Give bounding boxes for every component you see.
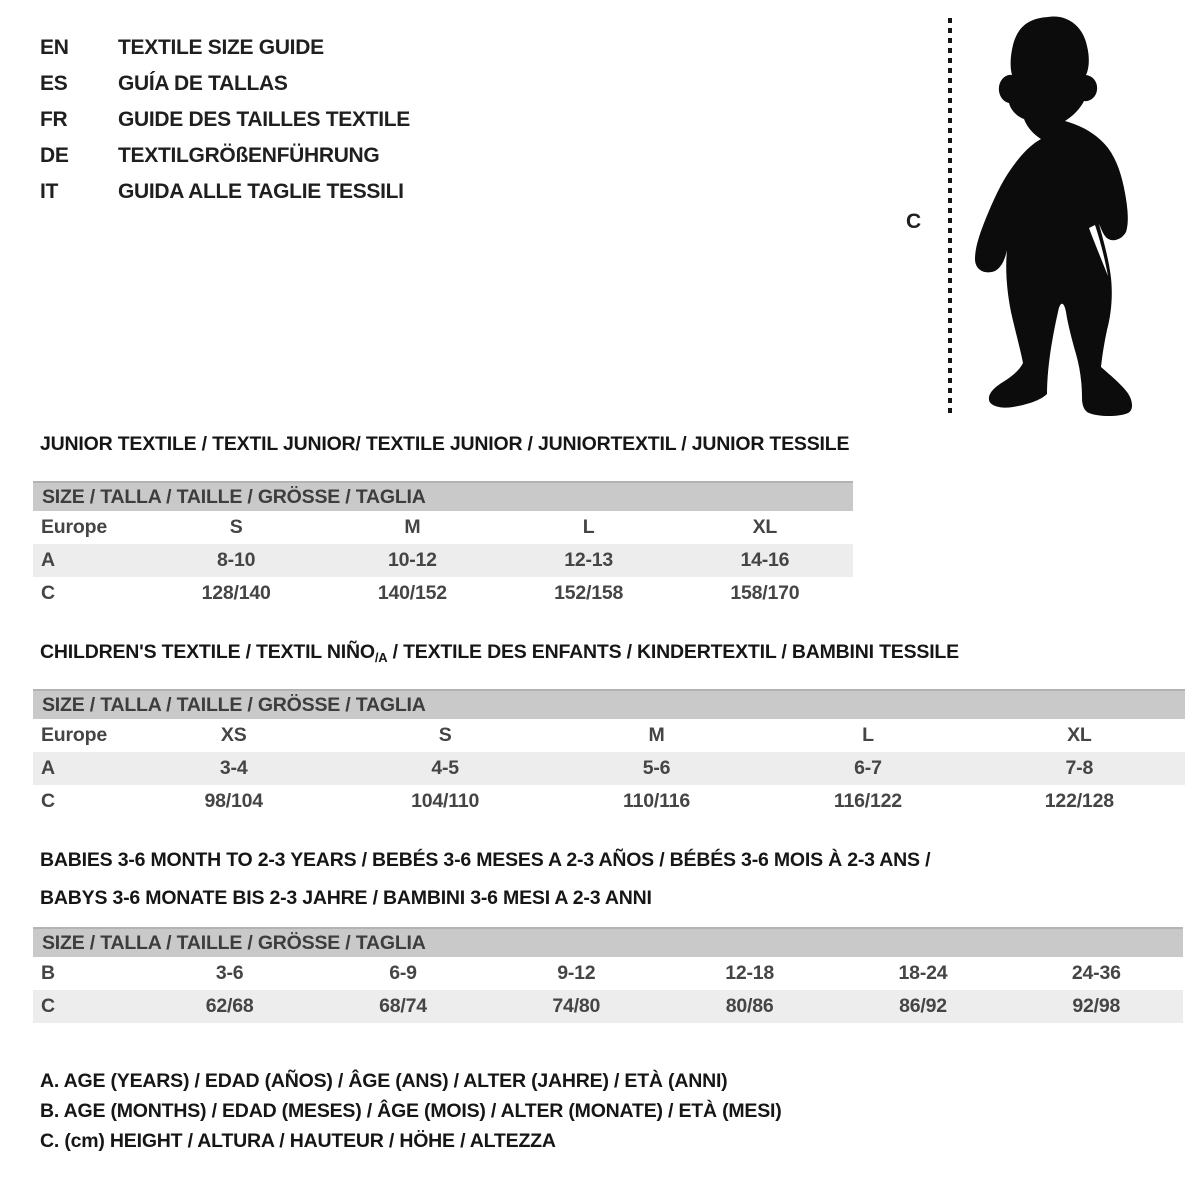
size-cell: L xyxy=(862,724,874,746)
height-measure-label: C xyxy=(906,210,922,233)
row-label: Europe xyxy=(41,516,107,538)
age-cell: 7-8 xyxy=(1065,757,1094,779)
height-cell: 92/98 xyxy=(1072,995,1121,1017)
height-cell: 128/140 xyxy=(201,582,271,604)
age-cell: 4-5 xyxy=(431,757,459,779)
table-row-age-months xyxy=(33,957,1183,990)
row-label: B xyxy=(41,962,55,984)
height-measure-dashed-line xyxy=(948,18,952,418)
lang-code: EN xyxy=(40,36,69,59)
children-title-sub: /A xyxy=(374,650,388,665)
size-cell: S xyxy=(229,516,243,538)
height-cell: 122/128 xyxy=(1044,790,1114,812)
lang-title: GUIDE DES TAILLES TEXTILE xyxy=(118,108,410,131)
age-cell: 18-24 xyxy=(898,962,948,984)
children-title-post: / TEXTILE DES ENFANTS / KINDERTEXTIL / BAMBINI TESSILE xyxy=(387,641,959,663)
lang-code: IT xyxy=(40,180,59,203)
table-row-height-cm xyxy=(33,990,1183,1023)
legend-age-years: A. AGE (YEARS) / EDAD (AÑOS) / ÂGE (ANS) / ALTER (JAHRE) / ETÀ (ANNI) xyxy=(40,1070,728,1092)
age-cell: 8-10 xyxy=(217,549,256,571)
age-cell: 6-9 xyxy=(389,962,417,984)
size-cell: XS xyxy=(220,724,247,746)
toddler-silhouette-icon xyxy=(962,12,1142,420)
age-cell: 9-12 xyxy=(557,962,596,984)
lang-title: TEXTILE SIZE GUIDE xyxy=(118,36,324,59)
height-cell: 140/152 xyxy=(377,582,447,604)
table-header-size: SIZE / TALLA / TAILLE / GRÖSSE / TAGLIA xyxy=(33,481,853,511)
legend-age-months: B. AGE (MONTHS) / EDAD (MESES) / ÂGE (MOIS) / ALTER (MONATE) / ETÀ (MESI) xyxy=(40,1100,782,1122)
height-cell: 152/158 xyxy=(554,582,624,604)
size-cell: M xyxy=(648,724,665,746)
height-cell: 80/86 xyxy=(725,995,774,1017)
table-row-height-cm xyxy=(33,577,853,610)
size-cell: XL xyxy=(752,516,778,538)
lang-title: TEXTILGRÖßENFÜHRUNG xyxy=(118,144,380,167)
age-cell: 12-18 xyxy=(725,962,775,984)
babies-section-title xyxy=(40,841,930,917)
lang-row-de xyxy=(40,138,410,174)
height-cell: 110/116 xyxy=(623,790,690,812)
table-header-size: SIZE / TALLA / TAILLE / GRÖSSE / TAGLIA xyxy=(33,689,1185,719)
height-cell: 116/122 xyxy=(833,790,902,812)
children-size-table xyxy=(33,689,1185,818)
babies-size-table xyxy=(33,927,1183,1023)
age-cell: 10-12 xyxy=(387,549,437,571)
row-label: C xyxy=(41,582,55,604)
lang-code: FR xyxy=(40,108,68,131)
lang-title: GUIDA ALLE TAGLIE TESSILI xyxy=(118,180,404,203)
age-cell: 6-7 xyxy=(854,757,882,779)
lang-code: DE xyxy=(40,144,69,167)
lang-title: GUÍA DE TALLAS xyxy=(118,72,288,95)
babies-title-line1: BABIES 3-6 MONTH TO 2-3 YEARS / BEBÉS 3-6 MESES A 2-3 AÑOS / BÉBÉS 3-6 MOIS À 2-3 ANS / xyxy=(40,849,931,871)
age-cell: 3-6 xyxy=(215,962,244,984)
age-cell: 5-6 xyxy=(642,757,671,779)
table-row-age-years xyxy=(33,752,1185,785)
size-cell: XL xyxy=(1067,724,1092,746)
size-cell: M xyxy=(404,516,421,538)
legend-height-cm: C. (cm) HEIGHT / ALTURA / HAUTEUR / HÖHE / ALTEZZA xyxy=(40,1130,556,1152)
table-row-age-years xyxy=(33,544,853,577)
height-cell: 86/92 xyxy=(899,995,947,1017)
junior-section-title: JUNIOR TEXTILE / TEXTIL JUNIOR/ TEXTILE JUNIOR / JUNIORTEXTIL / JUNIOR TESSILE xyxy=(40,433,850,455)
height-cell: 62/68 xyxy=(205,995,254,1017)
children-title-pre: CHILDREN'S TEXTILE / TEXTIL NIÑO xyxy=(40,641,375,663)
row-label: A xyxy=(41,757,55,779)
size-cell: L xyxy=(582,516,595,538)
lang-row-en xyxy=(40,30,410,66)
height-cell: 98/104 xyxy=(204,790,263,812)
lang-code: ES xyxy=(40,72,68,95)
junior-size-table xyxy=(33,481,853,610)
age-cell: 14-16 xyxy=(740,549,790,571)
children-section-title xyxy=(40,641,959,665)
language-title-list xyxy=(40,30,410,210)
lang-row-it xyxy=(40,174,410,210)
row-label: Europe xyxy=(41,724,107,746)
height-cell: 158/170 xyxy=(730,582,800,604)
height-cell: 68/74 xyxy=(379,995,427,1017)
age-cell: 12-13 xyxy=(564,549,614,571)
height-cell: 74/80 xyxy=(552,995,601,1017)
row-label: A xyxy=(41,549,55,571)
row-label: C xyxy=(41,790,55,812)
lang-row-fr xyxy=(40,102,410,138)
table-row-europe xyxy=(33,719,1185,752)
table-row-height-cm xyxy=(33,785,1185,818)
row-label: C xyxy=(41,995,55,1017)
table-row-europe xyxy=(33,511,853,544)
measurement-legend xyxy=(40,1066,782,1156)
size-cell: S xyxy=(438,724,452,746)
age-cell: 3-4 xyxy=(219,757,248,779)
lang-row-es xyxy=(40,66,410,102)
table-header-size: SIZE / TALLA / TAILLE / GRÖSSE / TAGLIA xyxy=(33,927,1183,957)
age-cell: 24-36 xyxy=(1071,962,1121,984)
height-cell: 104/110 xyxy=(411,790,480,812)
babies-title-line2: BABYS 3-6 MONATE BIS 2-3 JAHRE / BAMBINI 3-6 MESI A 2-3 ANNI xyxy=(40,887,652,909)
